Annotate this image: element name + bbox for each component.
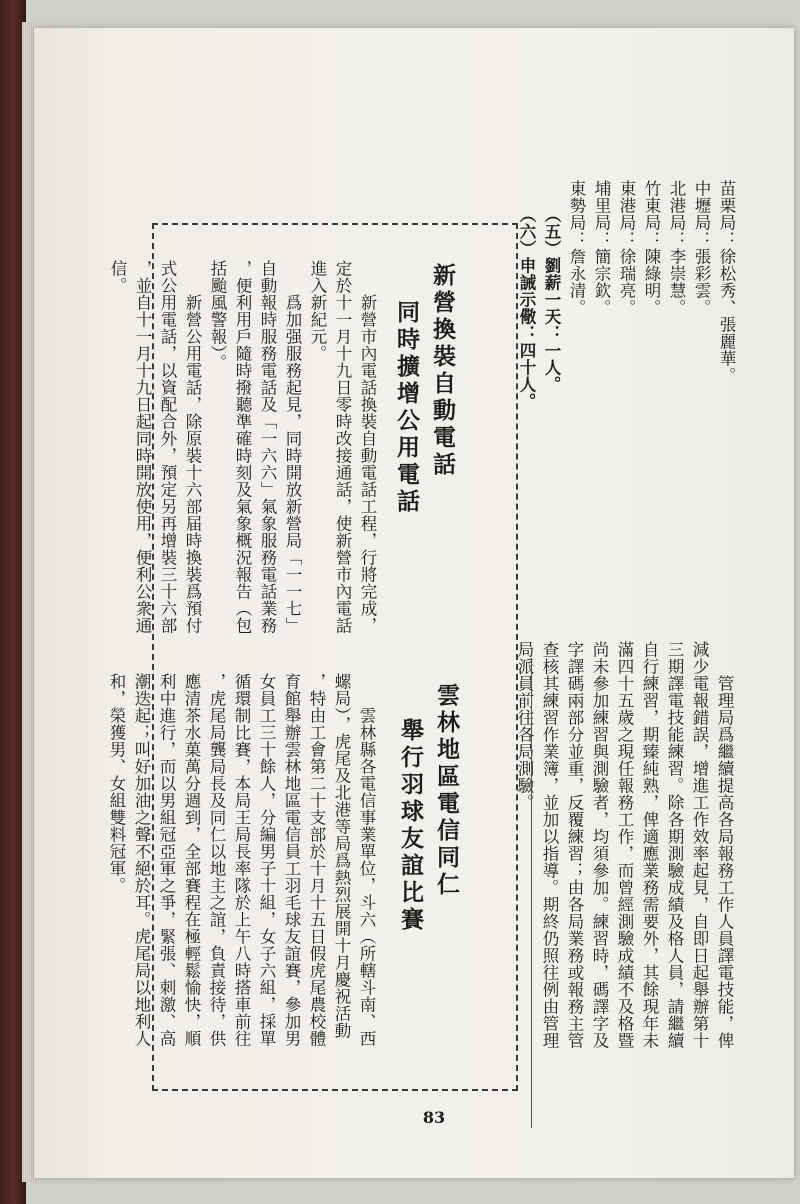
article-line: 和，榮獲男、女組雙料冠軍。 — [107, 673, 126, 894]
article-line: 新營市內電話換裝自動電話工程，行將完成， — [358, 260, 377, 634]
list-entry: 中壢局：張彩雲。 — [692, 180, 711, 316]
penalty-entry: （五）劉薪一天：一人。 — [542, 206, 561, 393]
list-entry: 埔里局：簡宗欽。 — [592, 180, 611, 316]
article-line: 女員工三十餘人，分編男子十組，女子六組，採單 — [257, 673, 276, 1047]
article-line: 式公用電話，以資配合外，預定另再增裝三十六部 — [158, 260, 177, 634]
article-line: 括颱風警報）。 — [208, 260, 227, 371]
article-line: 字譯碼兩部分並重，反覆練習；由各局業務或報務主管 — [565, 641, 584, 1049]
article-line: 三期譯電技能練習。除各期測驗成績及格人員，請繼續 — [665, 641, 684, 1049]
article-line: 尚未參加練習與測驗者，均須參加。練習時，碼譯字及 — [590, 641, 609, 1049]
column-divider — [531, 658, 532, 1128]
article-line: ，特由工會第二十支部於十月十五日假虎尾農校體 — [307, 673, 326, 1047]
article-line: 減少電報錯誤，增進工作效率起見，自即日起舉辦第十 — [690, 641, 709, 1049]
article-line: 進入新紀元。 — [308, 260, 327, 362]
article-line: ，便利用戶隨時撥聽準確時刻及氣象概況報告（包 — [233, 260, 252, 634]
article-line: 管理局爲繼續提高各局報務工作人員譯電技能，俾 — [715, 641, 734, 1049]
article-title: 新營換裝自動電話 — [429, 263, 455, 479]
article-line: 利中進行，而以男組冠亞軍之爭，緊張、刺激、高 — [157, 673, 176, 1047]
article-line: 雲林縣各電信事業單位，斗六（所轄斗南、西 — [357, 673, 376, 1047]
article-line: 新營公用電話，除原裝十六部届時換裝爲預付 — [183, 260, 202, 634]
penalty-entry: （六）申誡示儆：四十人。 — [517, 206, 536, 410]
list-entry: 東勢局：詹永清。 — [567, 180, 586, 316]
list-entry: 苗栗局：徐松秀、張麗華。 — [717, 180, 736, 384]
list-entry: 北港局：李崇慧。 — [667, 180, 686, 316]
article-subtitle: 同時擴增公用電話 — [393, 300, 419, 516]
article-line: 應清茶水菓萬分週到，全部賽程在極輕鬆愉快，順 — [182, 673, 201, 1047]
article-line: 自行練習，期臻純熟，俾適應業務需要外，其餘現年未 — [640, 641, 659, 1049]
article-line: 局派員前往各局測驗。 — [515, 641, 534, 811]
article-line: 信。 — [108, 260, 127, 294]
article-title: 雲林地區電信同仁 — [433, 683, 459, 899]
list-entry: 竹東局：陳綠明。 — [642, 180, 661, 316]
article-line: 潮迭起；叫好加油之聲不絕於耳。虎尾局以地利人 — [132, 673, 151, 1047]
article-line: ，虎尾局龔局長及同仁以地主之誼，負責接待，供 — [207, 673, 226, 1047]
book-page — [34, 28, 794, 1178]
page-number: 83 — [422, 1108, 446, 1127]
article-subtitle: 舉行羽球友誼比賽 — [397, 718, 423, 934]
article-line: 滿四十五歲之現任報務工作，而曾經測驗成績不及格暨 — [615, 641, 634, 1049]
article-line: 育館舉辦雲林地區電信員工羽毛球友誼賽，參加男 — [282, 673, 301, 1047]
article-line: 定於十一月十九日零時改接通話，使新營市內電話 — [333, 260, 352, 634]
list-entry: 東港局：徐瑞亮。 — [617, 180, 636, 316]
article-line: 螺局），虎尾及北港等局爲熱烈展開十月慶祝活動 — [332, 673, 351, 1039]
article-line: 循環制比賽，本局王局長率隊於上午八時搭車前往 — [232, 673, 251, 1047]
article-line: 爲加强服務起見，同時開放新營局「一一七」 — [283, 260, 302, 634]
article-line: 自動報時服務電話及「一六六」氣象服務電話業務 — [258, 260, 277, 634]
article-line: 查核其練習作業簿，並加以指導。期終仍照往例由管理 — [540, 641, 559, 1049]
article-line: ，並自十一月十九日起同時開放使用，便利公衆通 — [133, 260, 152, 634]
